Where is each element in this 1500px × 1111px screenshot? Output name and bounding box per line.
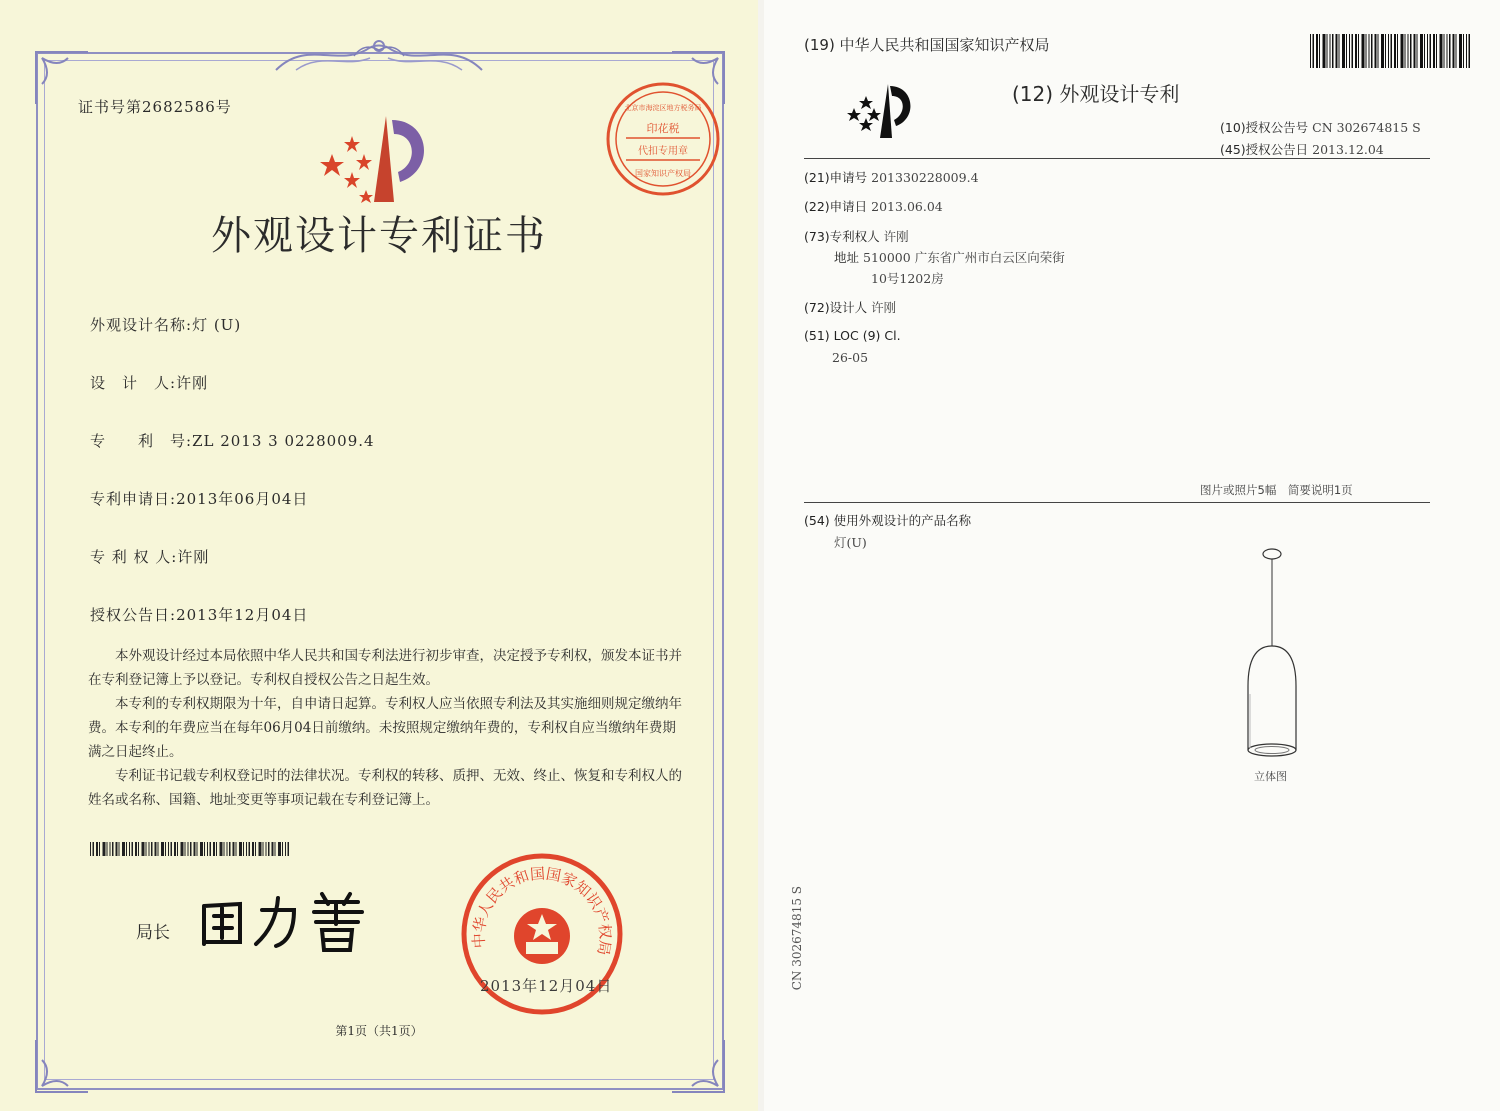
field-label: 地址	[834, 250, 860, 265]
patent-number-field	[90, 430, 375, 451]
field-label: (10)授权公告号	[1220, 120, 1309, 135]
field-label: (45)授权公告日	[1220, 142, 1309, 157]
field-value: 2013年12月04日	[176, 606, 309, 624]
field-value: 许刚	[871, 300, 897, 315]
field-label: (54) 使用外观设计的产品名称	[804, 513, 972, 528]
document-type: (12) 外观设计专利	[1012, 82, 1180, 106]
field-label: (22)申请日	[804, 199, 868, 214]
publication-date-field	[1220, 140, 1384, 158]
divider	[804, 158, 1430, 159]
seal-date: 2013年12月04日	[480, 977, 613, 995]
field-value: 灯 (U)	[192, 316, 242, 334]
product-name-label	[804, 511, 971, 529]
patentee-field	[804, 227, 909, 245]
body-paragraph: 本专利的专利权期限为十年，自申请日起算。专利权人应当依照专利法及其实施细则规定缴纳年费。本专利的年费应当在每年06月04日前缴纳。未按照规定缴纳年费的，专利权自应当缴纳年费期满之日起终止。	[88, 696, 682, 760]
body-paragraph: 本外观设计经过本局依照中华人民共和国专利法进行初步审查，决定授予专利权，颁发本证书并在专利登记簿上予以登记。专利权自授权公告之日起生效。	[88, 648, 682, 688]
field-label: (73)专利权人	[804, 229, 880, 244]
field-value: 26-05	[832, 350, 869, 365]
field-value: CN 302674815 S	[1312, 120, 1421, 135]
field-value: 2013.06.04	[871, 199, 943, 214]
side-publication-number: CN 302674815 S	[790, 886, 804, 991]
field-value: 10号1202房	[871, 271, 944, 286]
svg-text:国家知识产权局: 国家知识产权局	[635, 169, 691, 178]
field-value: 2013.12.04	[1312, 142, 1384, 157]
tax-stamp-seal	[604, 80, 722, 198]
cnipa-emblem-icon	[318, 110, 438, 210]
corner-ornament-icon	[662, 1030, 732, 1100]
drawing-caption: 立体图	[1254, 770, 1287, 783]
product-name-value	[834, 533, 867, 551]
field-label: (72)设计人	[804, 300, 868, 315]
office-header: (19) 中华人民共和国国家知识产权局	[804, 36, 1050, 54]
director-label: 局长	[136, 923, 170, 943]
filing-date-field	[90, 488, 308, 509]
certificate-title: 外观设计专利证书	[211, 213, 547, 259]
field-value: 201330228009.4	[871, 170, 979, 185]
field-label: (21)申请号	[804, 170, 868, 185]
field-value: 许刚	[177, 548, 210, 566]
lamp-drawing	[1240, 544, 1300, 772]
field-label: (51) LOC (9) Cl.	[804, 328, 901, 343]
designer-field	[804, 298, 896, 316]
field-label: 专利申请日:	[90, 490, 177, 508]
design-name-field	[90, 314, 241, 335]
address-field	[834, 248, 1065, 266]
field-value: 510000 广东省广州市白云区向荣街	[863, 250, 1065, 265]
svg-text:中华人民共和国国家知识产权局: 中华人民共和国国家知识产权局	[469, 864, 615, 957]
director-signature	[196, 890, 376, 954]
svg-text:代扣专用章: 代扣专用章	[638, 146, 688, 157]
corner-ornament-icon	[28, 1030, 98, 1100]
field-label: 设 计 人:	[90, 374, 177, 392]
field-value: 2013年06月04日	[176, 490, 309, 508]
field-label: 专 利 号:	[90, 432, 193, 450]
publication-page	[764, 0, 1500, 1111]
certificate-number: 证书号第2682586号	[78, 98, 232, 116]
publication-number-field	[1220, 118, 1421, 136]
divider	[804, 502, 1430, 503]
body-paragraph: 专利证书记载专利权登记时的法律状况。专利权的转移、质押、无效、终止、恢复和专利权人的姓名或名称、国籍、地址变更等事项记载在专利登记簿上。	[88, 768, 682, 808]
filing-date-field	[804, 197, 943, 215]
field-value: ZL 2013 3 0228009.4	[192, 432, 375, 450]
loc-class-label	[804, 328, 901, 343]
page-number: 第1页（共1页）	[335, 1024, 423, 1038]
application-number-field	[804, 168, 979, 186]
designer-field	[90, 372, 208, 393]
field-label: 专 利 权 人:	[90, 548, 178, 566]
field-value: 灯(U)	[834, 535, 867, 550]
patentee-field	[90, 546, 209, 567]
svg-text:北京市海淀区地方税务局: 北京市海淀区地方税务局	[624, 104, 702, 112]
top-ornament-icon	[266, 36, 492, 76]
grant-date-field	[90, 604, 308, 625]
field-label: 外观设计名称:	[90, 316, 193, 334]
address-line-2	[871, 269, 944, 287]
certificate-barcode	[90, 842, 290, 856]
field-value: 许刚	[176, 374, 209, 392]
field-value: 许刚	[883, 229, 909, 244]
svg-text:印花税: 印花税	[646, 122, 680, 135]
pages-note: 图片或照片5幅 简要说明1页	[1200, 483, 1353, 497]
publication-barcode	[1310, 34, 1470, 68]
field-label: 授权公告日:	[90, 606, 177, 624]
certificate-body	[88, 644, 684, 812]
loc-class-value	[832, 350, 868, 365]
cnipa-emblem-icon	[844, 80, 916, 144]
